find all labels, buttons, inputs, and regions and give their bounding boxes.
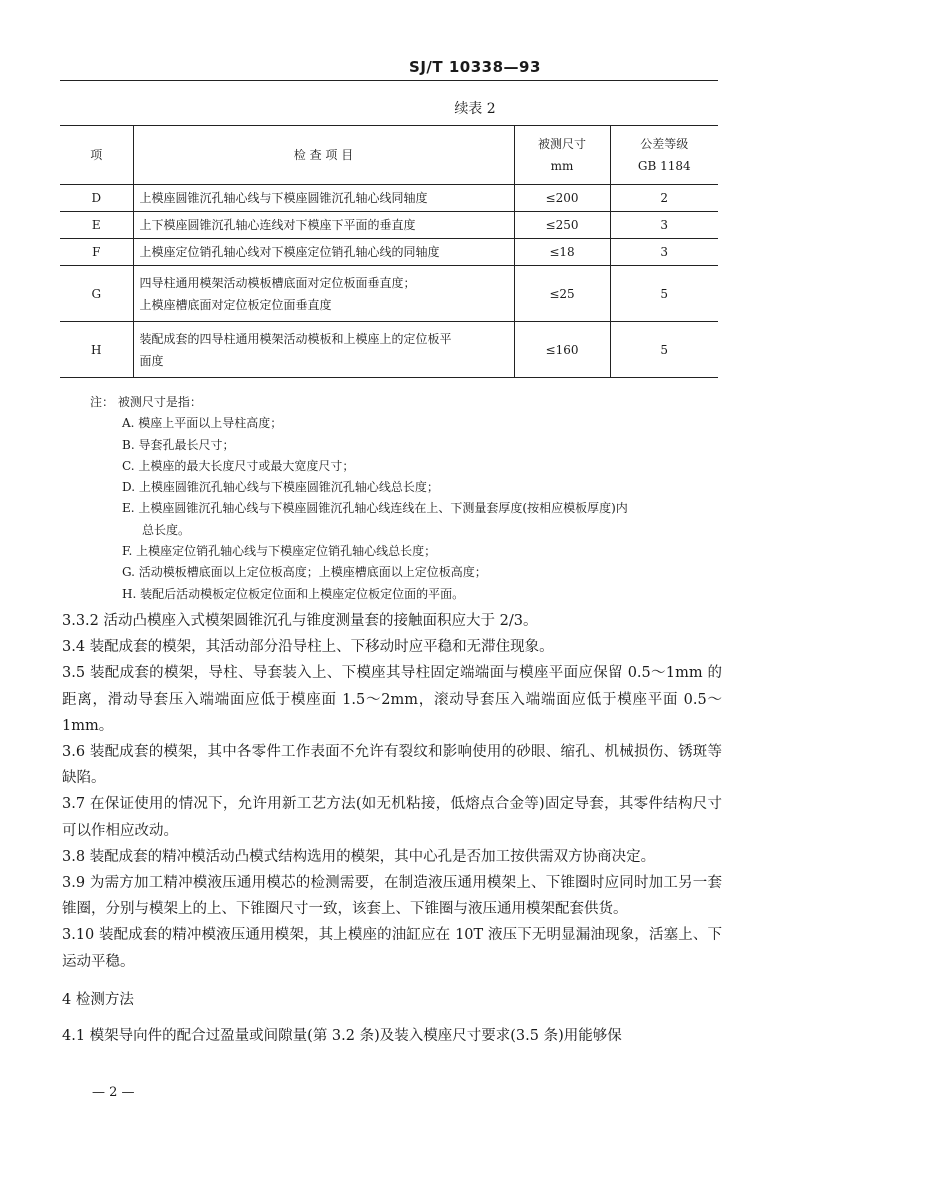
- note-item: B. 导套孔最长尺寸；: [122, 437, 235, 452]
- clause-3-6: 3.6 装配成套的模架，其中各零件工作表面不允许有裂纹和影响使用的砂眼、缩孔、机械损伤、锈斑等缺陷。: [62, 744, 722, 787]
- row-code: H: [60, 322, 133, 378]
- row-code: E: [60, 212, 133, 239]
- header-rule: [60, 80, 718, 81]
- row-code: G: [60, 266, 133, 322]
- row-desc: [133, 266, 514, 322]
- col-grade-header-line1: 公差等级: [640, 137, 689, 151]
- page-number: — 2 —: [92, 1085, 135, 1100]
- clause-3-7: 3.7 在保证使用的情况下，允许用新工艺方法(如无机粘接，低熔点合金等)固定导套，其零件结构尺寸可以作相应改动。: [62, 796, 722, 839]
- table-header-row: [60, 126, 718, 185]
- table-row: [60, 266, 718, 322]
- row-code: D: [60, 185, 133, 212]
- row-size: ≤250: [514, 212, 610, 239]
- note-item: G. 活动模板槽底面以上定位板高度；上模座槽底面以上定位板高度；: [122, 565, 487, 580]
- col-size-header-line1: 被测尺寸: [537, 137, 586, 151]
- table-row: [60, 322, 718, 378]
- clause-4-1: 4.1 模架导向件的配合过盈量或间隙量(第 3.2 条)及装入模座尺寸要求(3.5 条)用能够保: [62, 1028, 622, 1045]
- col-check-header: 检 查 项 目: [133, 126, 514, 185]
- note-item: E. 上模座圆锥沉孔轴心线与下模座圆锥沉孔轴心线连线在上、下测量套厚度(按相应模板厚度)内: [122, 501, 628, 516]
- col-item-header: 项: [60, 126, 133, 185]
- row-size: ≤200: [514, 185, 610, 212]
- row-desc-line2: 面度: [139, 353, 164, 368]
- table-row: [60, 212, 718, 239]
- row-desc: 上模座圆锥沉孔轴心线与下模座圆锥沉孔轴心线同轴度: [133, 185, 514, 212]
- clause-3-3-2: 3.3.2 活动凸模座入式模架圆锥沉孔与锥度测量套的接触面积应大于 2/3。: [62, 613, 538, 629]
- table-notes: [90, 392, 730, 605]
- notes-title: 注： 被测尺寸是指：: [90, 395, 202, 409]
- row-grade: 3: [610, 212, 718, 239]
- note-item: C. 上模座的最大长度尺寸或最大宽度尺寸；: [122, 458, 355, 473]
- clause-3-10: 3.10 装配成套的精冲模液压通用模架，其上模座的油缸应在 10T 液压下无明显漏油现象，活塞上、下运动平稳。: [62, 927, 722, 970]
- tolerance-table: [60, 125, 718, 378]
- col-grade-header: [610, 126, 718, 185]
- row-desc-line2: 上模座槽底面对定位板定位面垂直度: [139, 297, 332, 312]
- row-code: F: [60, 239, 133, 266]
- note-item-continuation: 总长度。: [142, 522, 191, 537]
- note-item: A. 模座上平面以上导柱高度；: [122, 416, 283, 431]
- table-row: [60, 185, 718, 212]
- note-item: H. 装配后活动模板定位板定位面和上模座定位板定位面的平面。: [122, 586, 465, 601]
- clause-3-9: 3.9 为需方加工精冲模液压通用模芯的检测需要，在制造液压通用模架上、下锥圈时应同时加工另一套锥圈，分别与模架上的上、下锥圈尺寸一致，该套上、下锥圈与液压通用模架配套供货。: [62, 875, 722, 918]
- row-desc: 上模座定位销孔轴心线对下模座定位销孔轴心线的同轴度: [133, 239, 514, 266]
- table-caption: 续表 2: [454, 101, 496, 117]
- body-text: [62, 608, 722, 1049]
- row-grade: 2: [610, 185, 718, 212]
- row-desc: [133, 322, 514, 378]
- standard-code: SJ/T 10338—93: [409, 58, 541, 76]
- col-grade-header-line2: GB 1184: [637, 159, 691, 173]
- clause-3-8: 3.8 装配成套的精冲模活动凸模式结构选用的模架，其中心孔是否加工按供需双方协商决定。: [62, 848, 656, 865]
- row-size: ≤25: [514, 266, 610, 322]
- row-grade: 3: [610, 239, 718, 266]
- row-size: ≤18: [514, 239, 610, 266]
- note-item: D. 上模座圆锥沉孔轴心线与下模座圆锥沉孔轴心线总长度；: [122, 480, 439, 495]
- clause-3-5: 3.5 装配成套的模架，导柱、导套装入上、下模座其导柱固定端端面与模座平面应保留 0.5～1mm 的距离，滑动导套压入端端面应低于模座面 1.5～2mm，滚动导套压入端端面应低于模座平面 0.5～1mm。: [62, 665, 722, 734]
- table-row: [60, 239, 718, 266]
- section-4-heading: 4 检测方法: [62, 991, 134, 1008]
- row-desc: 上下模座圆锥沉孔轴心连线对下模座下平面的垂直度: [133, 212, 514, 239]
- row-desc-line1: 四导柱通用模架活动模板槽底面对定位板面垂直度；: [139, 275, 416, 290]
- row-grade: 5: [610, 322, 718, 378]
- note-item: F. 上模座定位销孔轴心线与下模座定位销孔轴心线总长度；: [122, 544, 437, 559]
- row-grade: 5: [610, 266, 718, 322]
- row-size: ≤160: [514, 322, 610, 378]
- row-desc-line1: 装配成套的四导柱通用模架活动模板和上模座上的定位板平: [139, 331, 452, 346]
- clause-3-4: 3.4 装配成套的模架，其活动部分沿导柱上、下移动时应平稳和无滞住现象。: [62, 639, 554, 656]
- col-size-header-line2: mm: [550, 159, 574, 173]
- col-size-header: [514, 126, 610, 185]
